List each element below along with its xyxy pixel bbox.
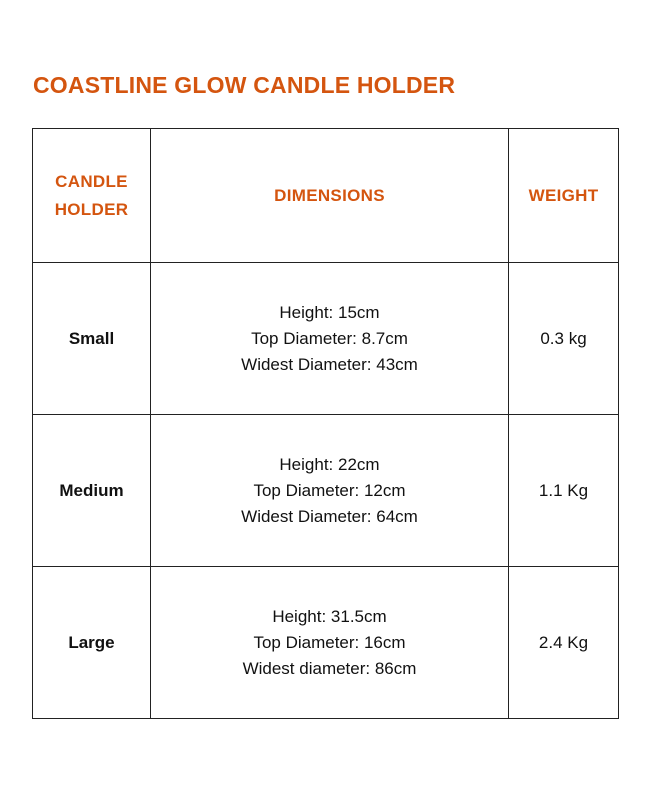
widest-diameter-text: Widest Diameter: 64cm xyxy=(241,506,418,526)
top-diameter-text: Top Diameter: 8.7cm xyxy=(251,328,408,348)
top-diameter-text: Top Diameter: 12cm xyxy=(253,480,406,500)
size-cell: Small xyxy=(33,263,151,415)
weight-cell: 0.3 kg xyxy=(509,263,619,415)
table-row-small xyxy=(33,263,619,415)
widest-diameter-text: Widest diameter: 86cm xyxy=(242,658,417,678)
table-header-row xyxy=(33,129,619,263)
height-text: Height: 15cm xyxy=(279,302,380,322)
table-row-medium xyxy=(33,415,619,567)
height-text: Height: 22cm xyxy=(279,454,380,474)
weight-cell: 1.1 Kg xyxy=(509,415,619,567)
size-cell: Large xyxy=(33,567,151,719)
size-cell: Medium xyxy=(33,415,151,567)
dimensions-cell xyxy=(151,263,509,415)
header-candle-holder-line2: HOLDER xyxy=(54,199,129,219)
weight-cell: 2.4 Kg xyxy=(509,567,619,719)
page-title: COASTLINE GLOW CANDLE HOLDER xyxy=(33,72,456,98)
height-text: Height: 31.5cm xyxy=(272,606,387,626)
header-candle-holder xyxy=(33,129,151,263)
dimensions-cell xyxy=(151,415,509,567)
header-weight: WEIGHT xyxy=(509,129,619,263)
widest-diameter-text: Widest Diameter: 43cm xyxy=(241,354,418,374)
size-chart-table xyxy=(32,128,619,719)
header-candle-holder-line1: CANDLE xyxy=(55,171,128,191)
header-dimensions: DIMENSIONS xyxy=(151,129,509,263)
top-diameter-text: Top Diameter: 16cm xyxy=(253,632,406,652)
table-row-large xyxy=(33,567,619,719)
dimensions-cell xyxy=(151,567,509,719)
